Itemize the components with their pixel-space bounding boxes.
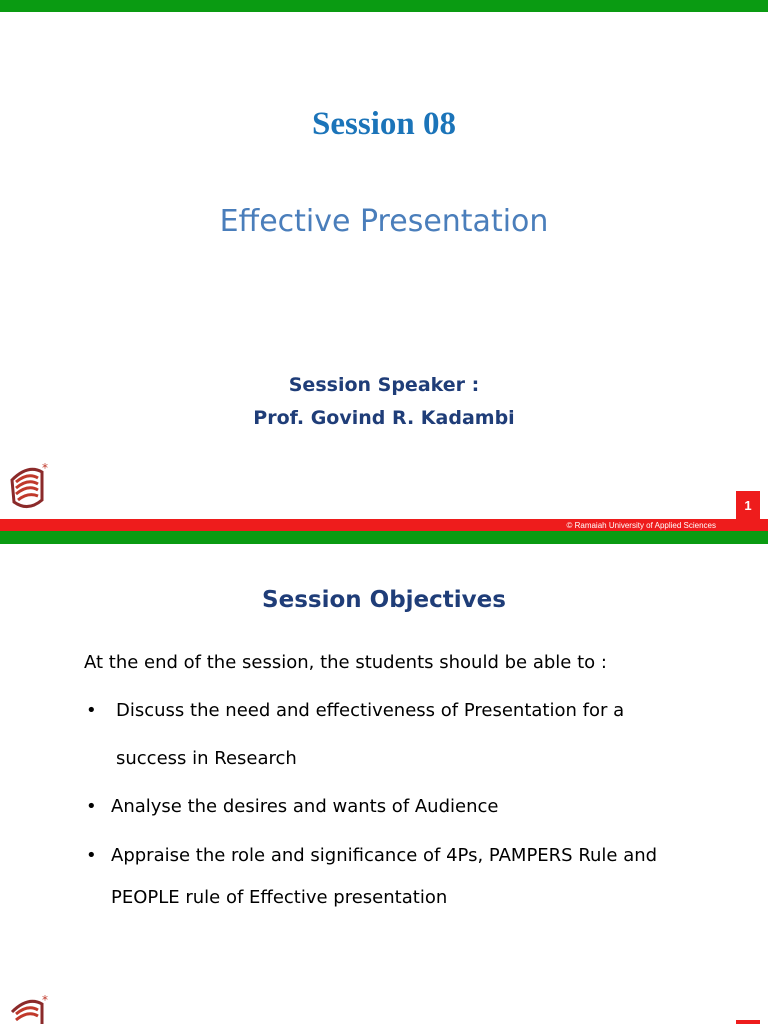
svg-text:*: * <box>42 461 48 475</box>
top-green-bar <box>0 0 768 12</box>
university-logo <box>8 992 54 1024</box>
speaker-name: Prof. Govind R. Kadambi <box>253 407 515 429</box>
objective-3-line1: Appraise the role and significance of 4Ps, PAMPERS Rule and <box>111 845 658 866</box>
objective-1-line2: success in Research <box>116 748 297 769</box>
slide-2 <box>0 544 768 1024</box>
page-number: 1 <box>736 491 760 519</box>
bullet-icon: • <box>86 845 97 866</box>
svg-text:*: * <box>42 993 48 1007</box>
copyright-text: © Ramaiah University of Applied Sciences <box>566 521 716 530</box>
objective-3-line2: PEOPLE rule of Effective presentation <box>111 887 448 908</box>
bullet-icon: • <box>86 700 97 721</box>
speaker-label: Session Speaker : <box>288 374 480 396</box>
bullet-icon: • <box>86 796 97 817</box>
university-logo <box>8 460 54 514</box>
objective-1-line1: Discuss the need and effectiveness of Presentation for a <box>116 700 625 721</box>
objectives-intro: At the end of the session, the students should be able to : <box>84 652 607 673</box>
session-number: Session 08 <box>312 106 456 142</box>
page-number-tab <box>736 1020 760 1024</box>
footer-green-bar <box>0 531 768 544</box>
objective-2-line1: Analyse the desires and wants of Audience <box>111 796 499 817</box>
slide-title: Effective Presentation <box>219 204 549 239</box>
objectives-heading: Session Objectives <box>262 587 506 613</box>
